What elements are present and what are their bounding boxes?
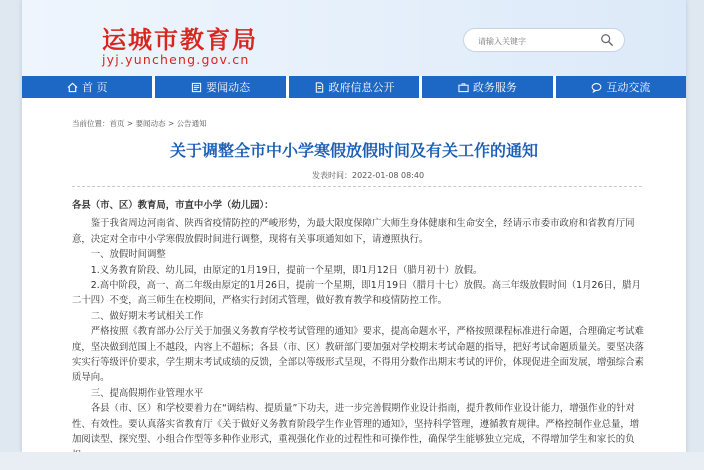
- nav-item-home[interactable]: [22, 76, 152, 98]
- search-input[interactable]: [476, 32, 600, 50]
- publish-date-label: 发表时间：: [312, 171, 352, 180]
- nav-item-services[interactable]: [422, 76, 552, 98]
- article-paragraph: 各县（市、区）和学校要着力在“调结构、提质量”下功夫，进一步完善假期作业设计指南，提升教师作业设计能力，增强作业的针对性、有效性。要认真落实省教育厅《关于做好义务教育阶段学生作业管理的通知》，坚持科学管理，遵循教育规律。严格控制作业总量，增加阅读型、探究型、小组合作型等多种作业形式，重视强化作业的过程性和可操作性，确保学生能够独立完成，不得增加学生和家长的负: [72, 403, 640, 446]
- site-logo-url: jyj.yuncheng.gov.cn: [102, 52, 250, 67]
- document-icon: [314, 82, 325, 93]
- nav-item-label: 要闻动态: [206, 81, 251, 94]
- breadcrumb-separator: >: [165, 119, 177, 128]
- section-heading: 一、放假时间调整: [90, 249, 166, 261]
- nav-item-news[interactable]: [155, 76, 285, 98]
- site-header: [22, 0, 686, 76]
- nav-item-gov-info[interactable]: [289, 76, 419, 98]
- breadcrumb: [72, 118, 207, 129]
- newspaper-icon: [191, 82, 202, 93]
- breadcrumb-news-link[interactable]: 要闻动态: [135, 119, 166, 128]
- site-logo-title[interactable]: 运城市教育局: [102, 25, 258, 54]
- nav-item-interaction[interactable]: [556, 76, 686, 98]
- breadcrumb-notice-link[interactable]: 公告通知: [176, 119, 207, 128]
- breadcrumb-home-link[interactable]: 首页: [109, 119, 125, 128]
- article-paragraph: 鉴于我省周边河南省、陕西省疫情防控的严峻形势，为最大限度保障广大师生身体健康和生命安全，经请示市委市政府和省教育厅同意，决定对全市中小学寒假放假时间进行调整，现将有关事项通知如下，请遵照执行。: [72, 218, 635, 245]
- article-title: 关于调整全市中小学寒假放假时间及有关工作的通知: [169, 141, 538, 160]
- nav-item-label: 首 页: [81, 81, 108, 94]
- nav-item-label: 政务服务: [472, 81, 517, 94]
- section-heading: 二、做好期末考试相关工作: [90, 310, 204, 322]
- nav-item-label: 互动交流: [606, 81, 651, 94]
- briefcase-icon: [458, 82, 469, 93]
- search-box: [463, 28, 625, 52]
- page-frame: [22, 0, 686, 452]
- breadcrumb-separator: >: [124, 119, 136, 128]
- home-icon: [67, 82, 78, 93]
- article-salutation: 各县（市、区）教育局，市直中小学（幼儿园）：: [72, 200, 274, 211]
- main-nav: [22, 76, 686, 98]
- nav-item-label: 政府信息公开: [328, 81, 395, 94]
- title-divider: [72, 186, 642, 187]
- search-icon[interactable]: [600, 33, 614, 47]
- article-body: [72, 198, 647, 463]
- section-heading: 三、提高假期作业管理水平: [90, 387, 204, 399]
- publish-date-value: 2022-01-08 08:40: [352, 171, 425, 180]
- chat-icon: [591, 82, 602, 93]
- article-paragraph: 2.高中阶段，高一、高二年级由原定的1月26日，提前一个星期，即1月19日（腊月十七）放假。高三年级放假时间（1月26日，腊月二十四）不变，高三师生在校期间，严格实行封闭式管理，做好教育教学和疫情防控工作。: [72, 280, 641, 307]
- page-bottom-margin: [0, 452, 704, 470]
- breadcrumb-prefix: 当前位置：: [72, 119, 110, 128]
- article-paragraph: 严格按照《教育部办公厅关于加强义务教育学校考试管理的通知》要求，提高命题水平，严格按照课程标准进行命题，合理确定考试难度，坚决做到范围上不越段，内容上不超标；各县（市、区）教研部门要加强对学校期末考试命题的指导，把好考试命题质量关。要坚决落实实行等级评价要求，学生期末考试成绩的反馈，全部以等级形式呈现，不得用分数作出期末考试的评价，体现促进全面发展，增强综合素质导向。: [72, 326, 644, 384]
- publish-date: [312, 170, 424, 181]
- article-paragraph: 1.义务教育阶段、幼儿园，由原定的1月19日，提前一个星期，即1月12日（腊月初十）放假。: [90, 264, 483, 276]
